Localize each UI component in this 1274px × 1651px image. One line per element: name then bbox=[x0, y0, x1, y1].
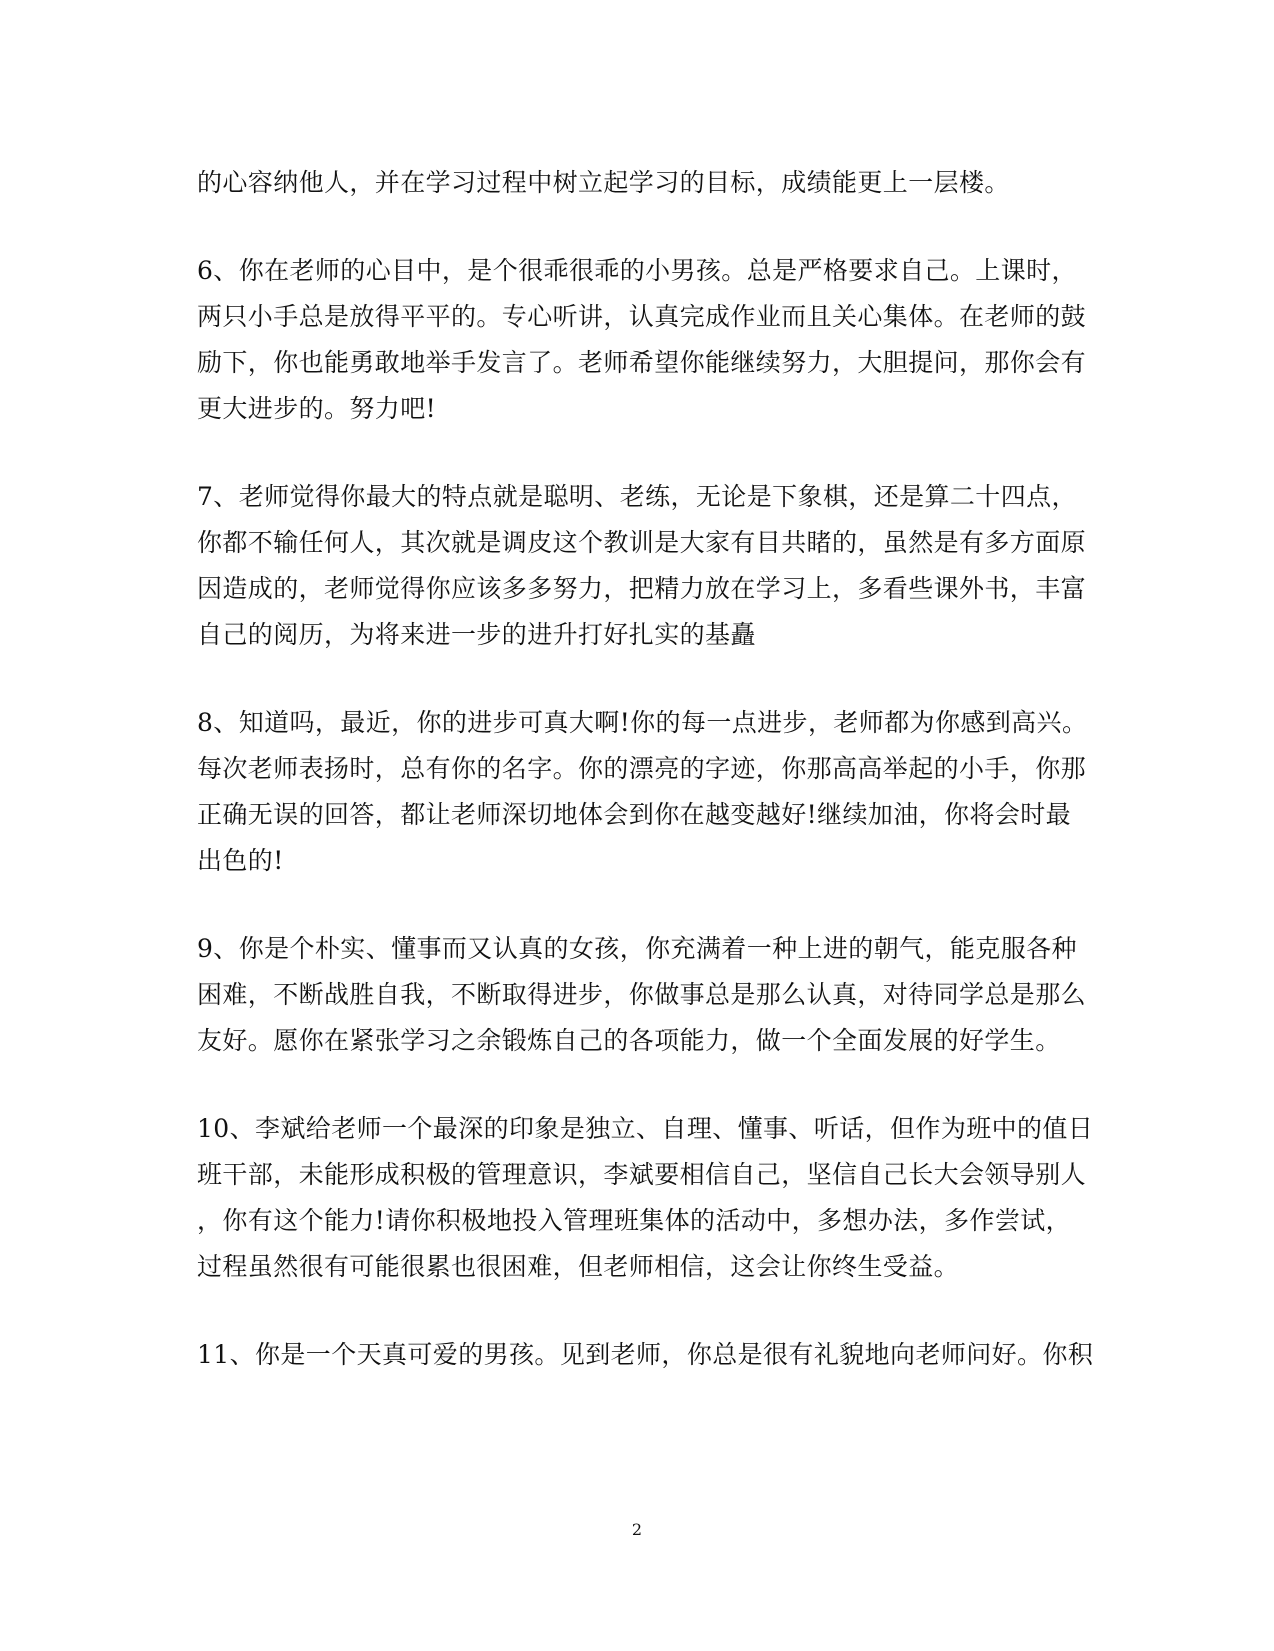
paragraph-line: ，你有这个能力!请你积极地投入管理班集体的活动中，多想办法，多作尝试， bbox=[197, 1206, 1072, 1235]
paragraph-line: 班干部，未能形成积极的管理意识，李斌要相信自己，坚信自己长大会领导别人 bbox=[197, 1160, 1087, 1189]
paragraph-line: 11、你是一个天真可爱的男孩。见到老师，你总是很有礼貌地向老师问好。你积 bbox=[197, 1340, 1094, 1369]
paragraph-line: 9、你是个朴实、懂事而又认真的女孩，你充满着一种上进的朝气，能克服各种 bbox=[197, 934, 1077, 963]
paragraph-line: 的心容纳他人，并在学习过程中树立起学习的目标，成绩能更上一层楼。 bbox=[197, 168, 1010, 197]
paragraph-line: 6、你在老师的心目中，是个很乖很乖的小男孩。总是严格要求自己。上课时， bbox=[197, 256, 1077, 285]
paragraph-line: 更大进步的。努力吧! bbox=[197, 394, 437, 423]
paragraph-line: 自己的阅历，为将来进一步的进升打好扎实的基矗 bbox=[197, 620, 756, 649]
paragraph-line: 励下，你也能勇敢地举手发言了。老师希望你能继续努力，大胆提问，那你会有 bbox=[197, 348, 1087, 377]
paragraph-line: 每次老师表扬时，总有你的名字。你的漂亮的字迹，你那高高举起的小手，你那 bbox=[197, 754, 1087, 783]
paragraph-line: 你都不输任何人，其次就是调皮这个教训是大家有目共睹的，虽然是有多方面原 bbox=[197, 528, 1087, 557]
paragraph-line: 困难，不断战胜自我，不断取得进步，你做事总是那么认真，对待同学总是那么 bbox=[197, 980, 1087, 1009]
paragraph-line: 7、老师觉得你最大的特点就是聪明、老练，无论是下象棋，还是算二十四点， bbox=[197, 482, 1077, 511]
paragraph-line: 10、李斌给老师一个最深的印象是独立、自理、懂事、听话，但作为班中的值日 bbox=[197, 1114, 1094, 1143]
paragraph-line: 正确无误的回答，都让老师深切地体会到你在越变越好!继续加油，你将会时最 bbox=[197, 800, 1072, 829]
page-number: 2 bbox=[631, 1520, 643, 1539]
paragraph-line: 两只小手总是放得平平的。专心听讲，认真完成作业而且关心集体。在老师的鼓 bbox=[197, 302, 1087, 331]
paragraph-line: 因造成的，老师觉得你应该多多努力，把精力放在学习上，多看些课外书，丰富 bbox=[197, 574, 1087, 603]
paragraph-line: 过程虽然很有可能很累也很困难，但老师相信，这会让你终生受益。 bbox=[197, 1252, 960, 1281]
paragraph-line: 出色的! bbox=[197, 846, 284, 875]
paragraph-line: 友好。愿你在紧张学习之余锻炼自己的各项能力，做一个全面发展的好学生。 bbox=[197, 1026, 1061, 1055]
paragraph-line: 8、知道吗，最近，你的进步可真大啊!你的每一点进步，老师都为你感到高兴。 bbox=[197, 708, 1088, 737]
